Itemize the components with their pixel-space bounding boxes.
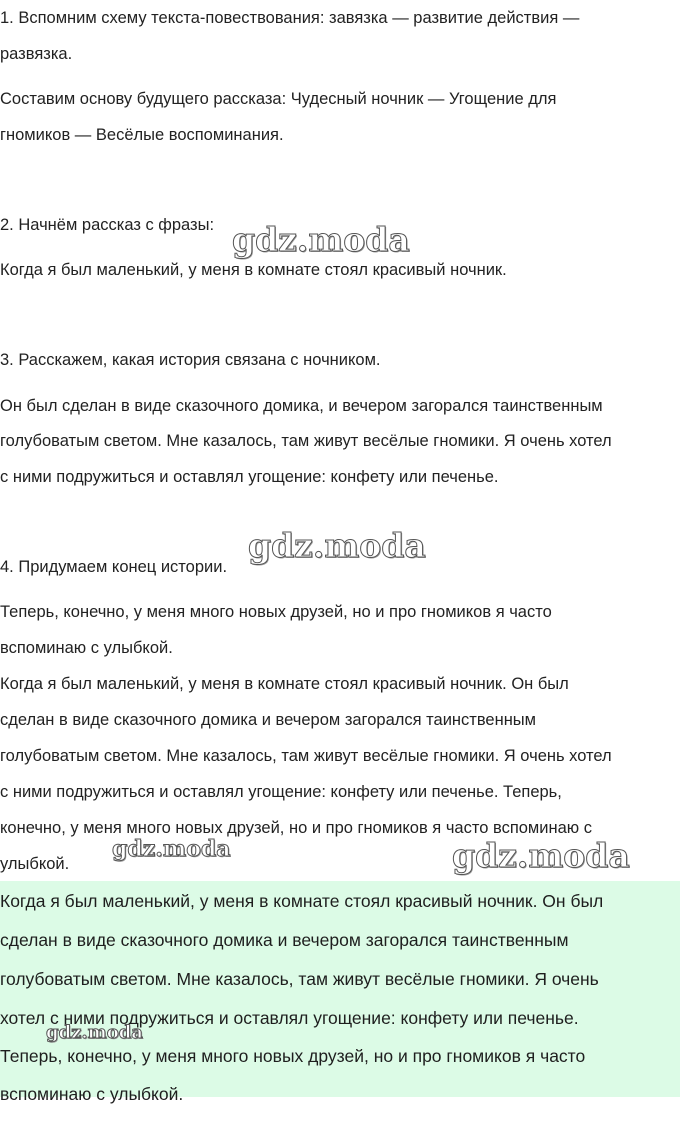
highlight-line: Теперь, конечно, у меня много новых друзей, но и про гномиков я часто	[0, 1046, 586, 1066]
text-line: Когда я был маленький, у меня в комнате стоял красивый ночник. Он был	[0, 675, 569, 693]
text-line: развязка.	[0, 45, 73, 63]
watermark: gdz.moda	[452, 836, 630, 875]
watermark: gdz.moda	[232, 220, 410, 259]
text-line: Составим основу будущего рассказа: Чудесный ночник — Угощение для	[0, 90, 557, 108]
text-line: конечно, у меня много новых друзей, но и про гномиков я часто вспоминаю с	[0, 819, 592, 837]
highlight-line: сделан в виде сказочного домика и вечером загорался таинственным	[0, 930, 569, 950]
text-line: сделан в виде сказочного домика и вечером загорался таинственным	[0, 711, 537, 729]
highlight-line: Когда я был маленький, у меня в комнате стоял красивый ночник. Он был	[0, 891, 604, 911]
highlight-line: хотел с ними подружиться и оставлял угощение: конфету или печенье.	[0, 1008, 579, 1028]
highlighted-answer-block	[0, 881, 680, 1104]
text-line: улыбкой.	[0, 855, 70, 873]
text-line: Теперь, конечно, у меня много новых друзей, но и про гномиков я часто	[0, 603, 552, 621]
text-line: с ними подружиться и оставлял угощение: конфету или печенье.	[0, 468, 499, 486]
watermark: gdz.moda	[112, 836, 231, 862]
text-line: голубоватым светом. Мне казалось, там живут весёлые гномики. Я очень хотел	[0, 432, 612, 450]
highlight-line: голубоватым светом. Мне казалось, там живут весёлые гномики. Я очень	[0, 969, 599, 989]
highlight-line: вспоминаю с улыбкой.	[0, 1084, 184, 1104]
step-heading: 3. Расскажем, какая история связана с ночником.	[0, 351, 381, 369]
step-heading: 4. Придумаем конец истории.	[0, 558, 228, 576]
text-line: голубоватым светом. Мне казалось, там живут весёлые гномики. Я очень хотел	[0, 747, 612, 765]
step-heading: 2. Начнём рассказ с фразы:	[0, 216, 215, 234]
text-line: 1. Вспомним схему текста-повествования: завязка — развитие действия —	[0, 9, 580, 27]
text-line: гномиков — Весёлые воспоминания.	[0, 126, 284, 144]
watermark: gdz.moda	[46, 1022, 143, 1043]
text-line: вспоминаю с улыбкой.	[0, 639, 173, 657]
text-line: Он был сделан в виде сказочного домика, и вечером загорался таинственным	[0, 397, 603, 415]
text-line: с ними подружиться и оставлял угощение: конфету или печенье. Теперь,	[0, 783, 562, 801]
text-line: Когда я был маленький, у меня в комнате стоял красивый ночник.	[0, 261, 507, 279]
watermark: gdz.moda	[248, 526, 426, 565]
